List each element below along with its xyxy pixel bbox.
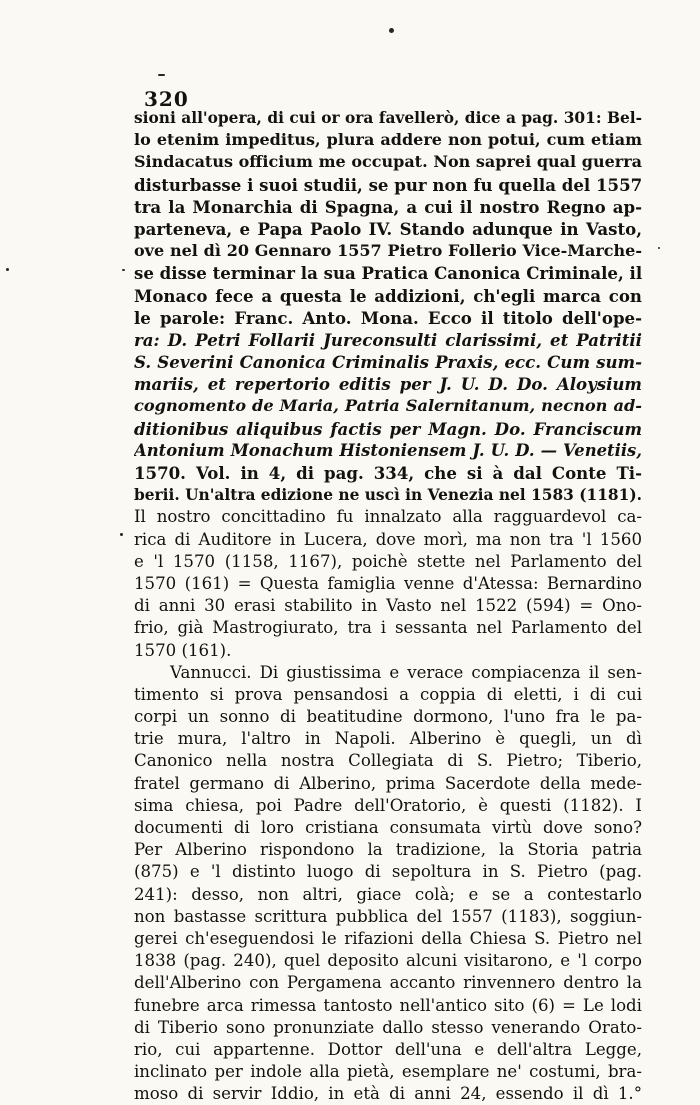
text-line: fratel germano di Alberino, prima Sacerdote della mede-	[134, 773, 642, 793]
text-line: ra: D. Petri Follarii Jureconsulti clarissimi, et Patritii	[134, 329, 642, 350]
ink-speck	[6, 268, 9, 271]
text-line: rica di Auditore in Lucera, dove morì, ma non tra 'l 1560	[134, 529, 642, 549]
text-line: le parole: Franc. Anto. Mona. Ecco il titolo dell'ope-	[134, 307, 642, 328]
text-line: trie mura, l'altro in Napoli. Alberino è quegli, un dì	[134, 729, 642, 749]
text-line: 1570 (161) = Questa famiglia venne d'Atessa: Bernardino	[134, 573, 642, 593]
text-line: mariis, et repertorio editis per J. U. D. Do. Aloysium	[134, 374, 642, 395]
text-line: non bastasse scrittura pubblica del 1557 (1183), soggiun-	[134, 906, 642, 926]
text-line: se disse terminar la sua Pratica Canonica Criminale, il	[134, 263, 642, 284]
text-line: Canonico nella nostra Collegiata di S. Pietro; Tiberio,	[134, 751, 642, 771]
text-line: Vannucci. Di giustissima e verace compiacenza il sen-	[170, 662, 642, 682]
text-line: (875) e 'l distinto luogo di sepoltura in S. Pietro (pag.	[134, 862, 642, 882]
text-line: timento si prova pensandosi a coppia di eletti, i di cui	[134, 684, 642, 704]
page-number: 320	[144, 87, 189, 111]
text-line: inclinato per indole alla pietà, esemplare ne' costumi, bra-	[134, 1062, 642, 1082]
text-line: rio, cui appartenne. Dottor dell'una e dell'altra Legge,	[134, 1039, 642, 1059]
text-line: frio, già Mastrogiurato, tra i sessanta nel Parlamento del	[134, 618, 642, 638]
body-text	[134, 107, 642, 1105]
text-line: documenti di loro cristiana consumata virtù dove sono?	[134, 818, 642, 837]
text-line: Per Alberino rispondono la tradizione, la Storia patria	[134, 840, 642, 860]
ink-speck	[122, 269, 125, 271]
text-line: ditionibus aliquibus factis per Magn. Do. Franciscum	[134, 418, 642, 439]
text-line: Monaco fece a questa le addizioni, ch'egli marca con	[134, 285, 642, 306]
text-line: disturbasse i suoi studii, se pur non fu quella del 1557	[134, 174, 642, 195]
text-line: 1570 (161).	[134, 640, 232, 660]
text-line: corpi un sonno di beatitudine dormono, l'uno fra le pa-	[134, 707, 642, 727]
text-line: sima chiesa, poi Padre dell'Oratorio, è questi (1182). I	[134, 795, 642, 815]
text-line: tra la Monarchia di Spagna, a cui il nostro Regno ap-	[134, 196, 642, 217]
text-line: lo etenim impeditus, plura addere non potui, cum etiam	[134, 130, 642, 150]
text-line: 1838 (pag. 240), quel deposito alcuni visitarono, e 'l corpo	[134, 951, 642, 971]
text-line: 1570. Vol. in 4, di pag. 334, che si à dal Conte Ti-	[134, 463, 642, 483]
ink-speck	[389, 28, 394, 33]
text-line: ove nel dì 20 Gennaro 1557 Pietro Follerio Vice-Marche-	[134, 241, 642, 261]
ink-speck	[120, 533, 123, 536]
text-line: berii. Un'altra edizione ne uscì in Venezia nel 1583 (1181).	[134, 486, 642, 505]
text-line: funebre arca rimessa tantosto nell'antico sito (6) = Le lodi	[134, 995, 642, 1015]
text-line: Antonium Monachum Histoniensem J. U. D. — Venetiis,	[134, 440, 642, 460]
text-line: dell'Alberino con Pergamena accanto rinvennero dentro la	[134, 973, 642, 993]
text-line: S. Severini Canonica Criminalis Praxis, ecc. Cum sum-	[134, 352, 642, 373]
text-line: 241): desso, non altri, giace colà; e se a contestarlo	[134, 884, 642, 904]
text-line: Il nostro concittadino fu innalzato alla ragguardevol ca-	[134, 507, 642, 527]
text-line: cognomento de Maria, Patria Salernitanum, necnon ad-	[134, 396, 642, 416]
text-line: moso di servir Iddio, in età di anni 24, essendo il dì 1.°	[134, 1084, 642, 1104]
text-line: Sindacatus officium me occupat. Non saprei qual guerra	[134, 152, 642, 172]
text-line: gerei ch'eseguendosi le rifazioni della Chiesa S. Pietro nel	[134, 928, 642, 948]
text-line: sioni all'opera, di cui or ora favellerò, dice a pag. 301: Bel-	[134, 109, 642, 127]
ink-speck	[158, 74, 165, 76]
text-line: e 'l 1570 (1158, 1167), poichè stette nel Parlamento del	[134, 551, 642, 571]
text-line: di anni 30 erasi stabilito in Vasto nel 1522 (594) = Ono-	[134, 596, 642, 616]
text-line: parteneva, e Papa Paolo IV. Stando adunque in Vasto,	[134, 218, 642, 239]
ink-speck	[658, 247, 660, 249]
text-line: di Tiberio sono pronunziate dallo stesso venerando Orato-	[134, 1017, 642, 1037]
